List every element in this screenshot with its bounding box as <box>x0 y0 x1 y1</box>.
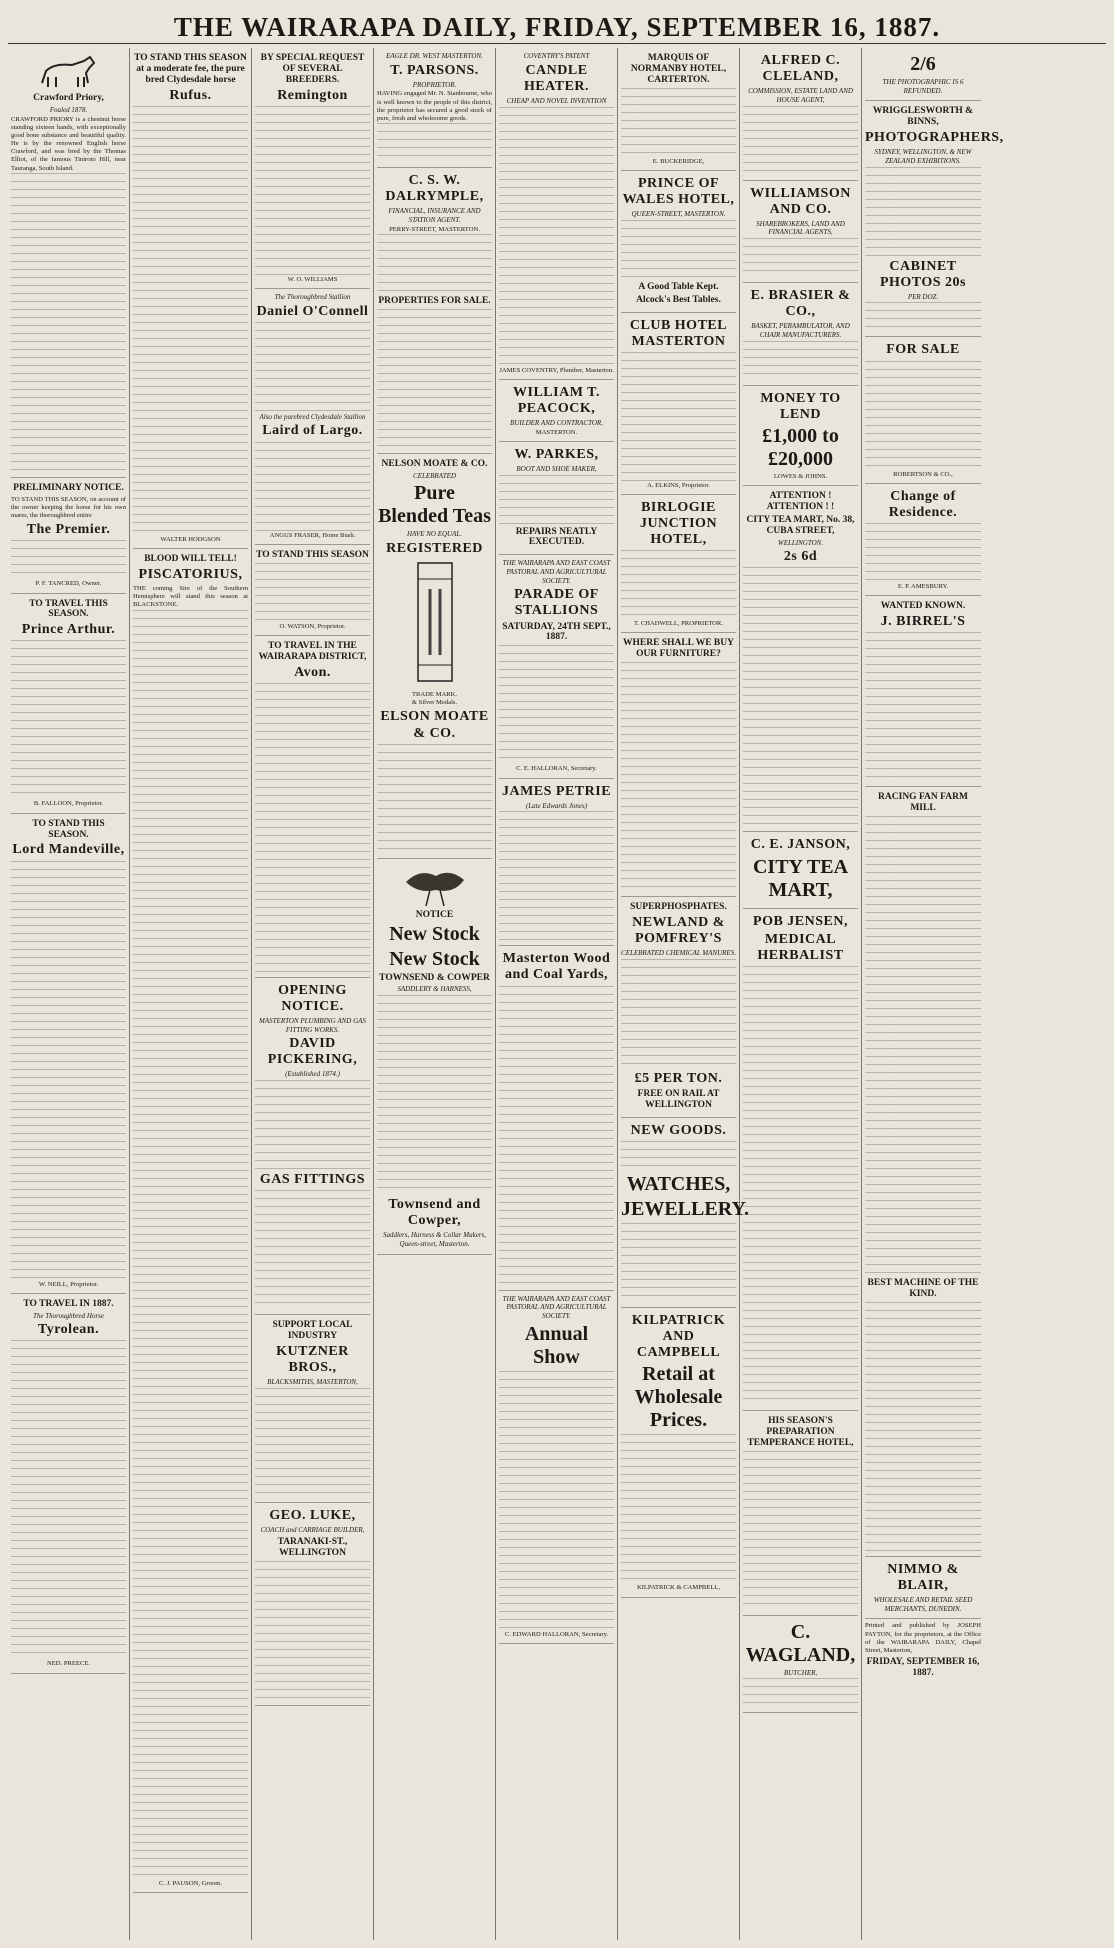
ad-parsons <box>377 48 492 168</box>
ad-kutzner <box>255 1315 370 1503</box>
ad-text-block <box>11 640 126 800</box>
ad-signature: O. WATSON, Proprietor. <box>279 622 346 630</box>
ad-text-block <box>621 959 736 1069</box>
business-name: J. BIRREL'S <box>880 614 966 630</box>
ad-subtitle: THE PHOTOGRAPHIC IS 6 REFUNDED. <box>882 78 964 95</box>
product-name: CANDLE HEATER. <box>523 62 590 94</box>
business-name: KILPATRICK AND CAMPBELL <box>631 1313 726 1361</box>
ad-title: MARQUIS OF NORMANBY HOTEL, CARTERTON. <box>630 53 727 85</box>
ad-text-block <box>255 563 370 623</box>
ad-subtitle: BUTCHER, <box>783 1668 818 1677</box>
ad-signature: LOWES & JOHNS. <box>773 472 828 480</box>
ad-text-block <box>621 1434 736 1584</box>
imprint-text: Printed and published by JOSEPH PAYTON, for the proprietors, at the Office of the WAIRARAPA DAILY, Chapel Street, Masterton, <box>865 1622 981 1654</box>
business-name: Masterton Wood and Coal Yards, <box>502 951 611 983</box>
column-1 <box>8 48 130 1940</box>
ad-subtitle: (Late Edwards Jones) <box>525 801 588 810</box>
ad-furniture <box>621 633 736 897</box>
ad-text-block <box>865 632 981 782</box>
horse-name: Tyrolean. <box>37 1322 100 1338</box>
ad-heading: PROPERTIES FOR SALE. <box>378 295 491 306</box>
ad-title: The Thoroughbred Stallion <box>274 293 351 302</box>
ad-text-block <box>499 986 614 1286</box>
horse-name: Remington <box>277 87 348 103</box>
horse-engraving <box>34 53 104 91</box>
ad-birrel <box>865 596 981 787</box>
ad-price-list <box>743 567 858 827</box>
ad-city-tea-mart <box>743 486 858 832</box>
ad-subtitle: CELEBRATED <box>413 471 456 480</box>
ad-text-block <box>499 475 614 525</box>
ad-title: BY SPECIAL REQUEST OF SEVERAL BREEDERS. <box>260 53 365 85</box>
ad-subtitle: CHEAP AND NOVEL INVENTION <box>506 96 607 105</box>
ad-title: TO STAND THIS SEASON at a moderate fee, the pure bred Clydesdale horse <box>134 53 247 85</box>
price-label: £5 PER TON. <box>634 1071 723 1087</box>
ad-crawford-priory <box>11 48 126 478</box>
ad-signature: ANGUS FRASER, Home Bush. <box>269 531 356 539</box>
ad-photographic <box>865 48 981 101</box>
ad-body: CRAWFORD PRIORY is a chestnut horse standing sixteen hands, with exceptionally good bone substance and beautiful quality. He is by the renowned English horse Crawford, and was bred by the Thomas Elliot, of the famous Tiniroto Hill, near Tauranga, South Island. <box>11 115 126 172</box>
ad-daniel-oconnell <box>255 289 370 545</box>
ad-title: EAGLE DR. WEST MASTERTON. <box>386 52 483 60</box>
ad-temperance-hotel <box>743 1411 858 1616</box>
ad-text-block <box>255 442 370 532</box>
horse-name: Avon. <box>294 664 331 680</box>
ad-location: MASTERTON. <box>535 428 578 436</box>
columns <box>8 48 1106 1940</box>
ad-body: TO STAND THIS SEASON, on account of the owner keeping the horse for his own mares, the thoroughbred entire <box>11 495 126 520</box>
ad-title: WANTED KNOWN. <box>880 601 966 612</box>
horse-name: Rufus. <box>169 87 212 103</box>
ad-subtitle: MASTERTON PLUMBING AND GAS FITTING WORKS. <box>259 1016 366 1034</box>
ad-text-block <box>865 167 981 257</box>
ad-signature: W. O. WILLIAMS <box>287 275 338 283</box>
ad-premier <box>11 478 126 594</box>
ad-text-block <box>743 106 858 176</box>
ad-text-block <box>377 995 492 1195</box>
ad-text-block <box>865 1302 981 1552</box>
ad-subtitle: HAVE NO EQUAL. <box>406 530 463 539</box>
business-name: C. WAGLAND, <box>745 1620 856 1666</box>
business-name: JAMES PETRIE <box>501 783 612 799</box>
ad-signature: A. ELKINS, Proprietor. <box>647 481 710 489</box>
ad-signature: NED. PREECE. <box>46 1660 91 1668</box>
business-name: PRINCE OF WALES HOTEL, <box>622 175 735 208</box>
ad-money-to-lend <box>743 386 858 486</box>
ad-title: TO STAND THIS SEASON <box>256 549 369 560</box>
ad-kilpatrick <box>621 1308 736 1597</box>
notice-label: NOTICE <box>415 909 454 920</box>
ad-signature: E. P. AMESBURY. <box>897 582 949 590</box>
ad-petrie <box>499 779 614 947</box>
horse-name: PISCATORIUS, <box>138 566 243 582</box>
ad-avon <box>255 636 370 978</box>
column-2 <box>130 48 252 1940</box>
ad-remington <box>255 48 370 289</box>
ad-location: PERRY-STREET, MASTERTON. <box>389 225 480 233</box>
ad-signature: C. E. HALLORAN, Secretary. <box>516 765 597 773</box>
ad-text-block <box>743 1678 858 1708</box>
ad-brasier <box>743 283 858 386</box>
business-name: WILLIAMSON AND CO. <box>750 185 851 217</box>
ad-stand-season <box>255 545 370 636</box>
trade-mark-label: TRADE MARK. <box>411 691 458 699</box>
ad-text-block <box>499 811 614 941</box>
business-name: Townsend and Cowper, <box>388 1197 481 1229</box>
ad-williamson <box>743 181 858 284</box>
business-name: W. PARKES, <box>514 446 599 462</box>
business-name: C. S. W. DALRYMPLE, <box>385 173 484 205</box>
ad-headline: Retail at Wholesale Prices. <box>634 1363 723 1432</box>
business-name: CLUB HOTEL MASTERTON <box>629 317 728 349</box>
ad-text-block <box>11 540 126 580</box>
ad-signature: E. BUCKERIDGE, <box>652 157 705 165</box>
column-4 <box>374 48 496 1940</box>
ad-title: TO STAND THIS SEASON. <box>32 818 105 840</box>
ad-for-sale <box>865 337 981 483</box>
ad-headline: CABINET PHOTOS 20s <box>879 258 967 290</box>
ad-parade-stallions <box>499 555 614 778</box>
business-name: E. BRASIER & CO., <box>750 288 851 320</box>
ad-subtitle: CELEBRATED CHEMICAL MANURES. <box>621 949 736 958</box>
business-name: NEWLAND & POMFREY'S <box>632 915 725 947</box>
ad-normanby-hotel <box>621 48 736 171</box>
ad-moate-teas <box>377 454 492 859</box>
ad-text-block <box>743 1451 858 1611</box>
ad-parkes <box>499 442 614 556</box>
ad-text-block <box>255 683 370 973</box>
ad-cleland <box>743 48 858 181</box>
ad-subtitle: COMMISSION, ESTATE LAND AND HOUSE AGENT, <box>748 87 853 104</box>
ad-signature: C. J. PAUSON, Groom. <box>159 1879 222 1887</box>
ad-subtitle: BOOT AND SHOE MAKER, <box>516 464 597 473</box>
ad-text-block <box>499 1371 614 1631</box>
ad-birlogie-hotel <box>621 495 736 633</box>
ad-title: OPENING NOTICE. <box>278 982 347 1014</box>
ad-signature: JAMES COVENTRY, Plumber, Masterton. <box>499 366 614 374</box>
ad-geo-luke <box>255 1503 370 1706</box>
column-8 <box>862 48 1004 1940</box>
ad-peacock <box>499 380 614 442</box>
column-5 <box>496 48 618 1940</box>
ad-change-residence <box>865 484 981 596</box>
ad-title: TO TRAVEL THIS SEASON. <box>29 598 108 620</box>
business-name: KUTZNER BROS., <box>276 1344 349 1376</box>
ad-subtitle: Also the purebred Clydesdale Stallion <box>259 412 366 421</box>
ad-text-block <box>255 106 370 276</box>
ad-headline: New Stock <box>389 947 480 970</box>
ad-text-block <box>255 1388 370 1498</box>
ad-signature: C. EDWARD HALLORAN, Secretary. <box>504 1630 609 1638</box>
ad-title: FOR SALE <box>886 342 960 358</box>
ad-title: Crawford Priory, <box>33 93 104 103</box>
ad-subtitle: BASKET, PERAMBULATOR, AND CHAIR MANUFACTURERS. <box>751 322 850 339</box>
ad-subtitle: WHOLESALE AND RETAIL SEED MERCHANTS, DUNEDIN. <box>873 1596 973 1613</box>
ad-subtitle: WELLINGTON. <box>777 538 824 547</box>
business-name: C. E. JANSON, <box>750 837 851 853</box>
ad-title: ATTENTION ! ATTENTION ! ! <box>766 490 835 512</box>
event-name: PARADE OF STALLIONS <box>514 587 599 619</box>
ad-club-hotel <box>621 313 736 495</box>
ad-title: THE WAIRARAPA AND EAST COAST PASTORAL AND AGRICULTURAL SOCIETY. <box>502 559 611 585</box>
ad-text-block <box>743 238 858 278</box>
ad-lord-mandeville <box>11 814 126 1294</box>
event-name: Annual Show <box>524 1322 589 1368</box>
ad-text-block <box>865 302 981 332</box>
tea-chest-trademark <box>396 559 474 689</box>
ad-subtitle: Saddlers, Harness & Collar Makers, Queen-street, Masterton. <box>382 1231 487 1249</box>
ad-subheading: BEST MACHINE OF THE KIND. <box>867 1277 979 1299</box>
ad-text-block <box>377 744 492 854</box>
ad-text-block <box>743 966 858 1406</box>
price-label: 2s 6d <box>783 549 818 565</box>
ad-text-block <box>255 1561 370 1701</box>
registered-label: REGISTERED <box>386 541 483 557</box>
ad-text-block <box>133 610 248 1880</box>
ad-headline: New Stock <box>389 922 480 945</box>
ad-subtitle: BUILDER AND CONTRACTOR, <box>510 418 603 427</box>
business-name: GAS FITTINGS <box>259 1172 366 1188</box>
ad-text-block <box>865 816 981 1276</box>
ad-title: BLOOD WILL TELL! <box>144 554 237 565</box>
ad-subheading: REPAIRS NEATLY EXECUTED. <box>515 526 598 548</box>
ad-title: THE WAIRARAPA AND EAST COAST PASTORAL AND AGRICULTURAL SOCIETY. <box>502 1294 611 1320</box>
ad-title: NEW GOODS. <box>630 1123 727 1139</box>
business-name: ELSON MOATE & CO. <box>380 709 489 741</box>
ad-wagland <box>743 1616 858 1714</box>
ad-location: TARANAKI-ST., WELLINGTON <box>277 1536 348 1558</box>
horse-name: Laird of Largo. <box>262 423 363 439</box>
ad-headline: Pure Blended Teas <box>378 482 491 528</box>
ad-subtitle: SYDNEY, WELLINGTON, & NEW ZEALAND EXHIBITIONS. <box>874 148 972 165</box>
ad-subtitle: FINANCIAL, INSURANCE AND STATION AGENT. <box>388 207 481 224</box>
ad-text-block <box>621 1141 736 1171</box>
ad-subtitle: SADDLERY & HARNESS, <box>397 985 472 994</box>
ad-title: TO TRAVEL IN THE WAIRARAPA DISTRICT, <box>258 640 367 662</box>
ad-superphosphates <box>621 897 736 1118</box>
ad-subtitle: QUEEN-STREET, MASTERTON. <box>631 210 726 219</box>
ad-title: MONEY TO LEND <box>760 390 841 422</box>
column-7 <box>740 48 862 1940</box>
ad-subheading: A Good Table Kept. <box>638 281 719 292</box>
ad-pickering <box>255 978 370 1315</box>
ad-subtitle: COACH and CARRIAGE BUILDER, <box>260 1526 365 1535</box>
business-name: HIS SEASON'S PREPARATION TEMPERANCE HOTEL, <box>747 1415 854 1448</box>
horse-name: Prince Arthur. <box>21 622 116 638</box>
ad-candle-heater <box>499 48 614 380</box>
business-name: POB JENSEN, <box>753 913 848 929</box>
business-name: WILLIAM T. PEACOCK, <box>513 384 600 416</box>
ad-text-block <box>377 234 492 294</box>
ad-text-block <box>133 106 248 536</box>
ad-title: TO TRAVEL IN 1887. <box>23 1298 114 1309</box>
ad-subheading: FREE ON RAIL AT WELLINGTON <box>637 1089 720 1111</box>
business-name: BIRLOGIE JUNCTION HOTEL, <box>639 500 718 548</box>
ad-jensen <box>743 909 858 1411</box>
ad-dalrymple <box>377 168 492 454</box>
imprint <box>865 1619 981 1685</box>
ad-prince-of-wales <box>621 171 736 313</box>
ad-title: COVENTRY'S PATENT <box>523 52 590 60</box>
ad-text-block <box>377 123 492 163</box>
ad-signature: P. F. TANCRED, Owner. <box>35 580 102 588</box>
business-name: DAVID PICKERING, <box>267 1036 358 1068</box>
ad-new-goods <box>621 1118 750 1308</box>
ad-text-block <box>621 550 736 620</box>
ad-signature: T. CHADWELL, PROPRIETOR. <box>634 620 723 628</box>
ad-text-block <box>621 88 736 158</box>
ad-text-block <box>621 1223 736 1303</box>
ad-signature: W. NEILL, Proprietor. <box>38 1280 99 1288</box>
ad-text-block <box>743 341 858 381</box>
ad-signature: KILPATRICK & CAMPBELL, <box>636 1584 721 1592</box>
ad-janson <box>743 832 858 908</box>
ad-nimmo-blair <box>865 1557 981 1620</box>
column-3 <box>252 48 374 1940</box>
ad-subtitle: BLACKSMITHS, MASTERTON, <box>267 1378 358 1387</box>
horse-name: The Premier. <box>26 522 111 538</box>
ad-rufus <box>133 48 248 549</box>
ad-townsend-cowper <box>377 859 492 1255</box>
ad-title: WHERE SHALL WE BUY OUR FURNITURE? <box>623 638 734 660</box>
ad-headline: CITY TEA MART, <box>752 855 849 901</box>
business-name: WRIGGLESWORTH & BINNS, <box>872 106 974 128</box>
imprint-date: FRIDAY, SEPTEMBER 16, 1887. <box>866 1657 980 1678</box>
price-label: 2/6 <box>910 53 936 75</box>
ad-subtitle: The Thoroughbred Horse <box>32 1311 105 1320</box>
ad-text-block <box>499 107 614 367</box>
column-6 <box>618 48 750 1940</box>
ad-text-block <box>11 1340 126 1660</box>
event-date: SATURDAY, 24TH SEPT., 1887. <box>502 621 611 643</box>
ad-title: Change of Residence. <box>888 488 958 520</box>
ad-wrigglesworth <box>865 101 1004 337</box>
ad-annual-show <box>499 1291 614 1644</box>
ad-subheading: Alcock's Best Tables. <box>636 294 721 305</box>
ad-text-block <box>255 1190 370 1310</box>
ad-text-block <box>865 523 981 583</box>
ad-title: SUPPORT LOCAL INDUSTRY <box>272 1320 353 1342</box>
ad-headline: WATCHES, <box>626 1173 731 1196</box>
ad-fan-mill <box>865 787 981 1557</box>
ad-text-block <box>499 645 614 765</box>
horse-name: Daniel O'Connell <box>256 303 369 319</box>
award-label: & Silver Medals. <box>411 699 458 707</box>
ad-body: THE coming Sire of the Southern Hemisphere will stand this season at BLACKSTONE. <box>133 585 248 609</box>
ad-signature: B. FALLOON, Proprietor. <box>33 800 104 808</box>
ad-text-block <box>255 322 370 412</box>
ad-tyrolean <box>11 1294 126 1674</box>
ad-headline: £1,000 to £20,000 <box>762 424 839 470</box>
masthead-title: THE WAIRARAPA DAILY, FRIDAY, SEPTEMBER 16, 1887. <box>8 10 1106 44</box>
business-name: ALFRED C. CLELAND, <box>760 53 841 85</box>
ad-text-block <box>255 1080 370 1170</box>
business-name: T. PARSONS. <box>390 62 479 78</box>
ad-prince-arthur <box>11 594 126 814</box>
ad-coal-yards <box>499 946 614 1290</box>
ad-text-block <box>621 662 736 892</box>
ad-title: SUPERPHOSPHATES. <box>630 902 727 913</box>
ad-subtitle: PROPRIETOR. <box>412 80 457 89</box>
ad-subtitle: Foaled 1878. <box>49 105 88 114</box>
established-date: (Established 1874.) <box>285 1070 340 1079</box>
ad-headline: JEWELLERY. <box>621 1198 750 1221</box>
business-name: NELSON MOATE & CO. <box>381 458 488 469</box>
ad-text-block <box>865 361 981 471</box>
business-name: CITY TEA MART, No. 38, CUBA STREET, <box>746 514 855 536</box>
saddle-engraving <box>400 864 470 908</box>
ad-body: HAVING engaged Mr. N. Stanbourne, who is well known to the people of this district, the proprietor has secured a good stock of pure, fresh and wholesome goods. <box>377 90 492 122</box>
ad-text-block <box>621 352 736 482</box>
ad-text-block <box>621 220 736 280</box>
ad-title: RACING FAN FARM MILL <box>878 792 968 814</box>
ad-title: PRELIMINARY NOTICE. <box>13 482 124 493</box>
business-name: NIMMO & BLAIR, <box>887 1561 959 1593</box>
business-name: TOWNSEND & COWPER <box>379 972 490 983</box>
ad-headline: PHOTOGRAPHERS, <box>865 130 1004 146</box>
ad-text-block <box>11 173 126 473</box>
ad-text-block <box>11 861 126 1281</box>
horse-name: Lord Mandeville, <box>12 842 125 858</box>
ad-text-block <box>377 309 492 449</box>
ad-piscatorius <box>133 549 248 1893</box>
ad-subtitle: PER DOZ. <box>907 292 939 301</box>
ad-subtitle: SHAREBROKERS, LAND AND FINANCIAL AGENTS, <box>756 219 845 237</box>
ad-headline: MEDICAL HERBALIST <box>757 931 844 963</box>
ad-signature: WALTER HODGSON <box>160 535 221 543</box>
business-name: GEO. LUKE, <box>269 1507 356 1523</box>
ad-signature: ROBERTSON & CO., <box>893 470 953 478</box>
